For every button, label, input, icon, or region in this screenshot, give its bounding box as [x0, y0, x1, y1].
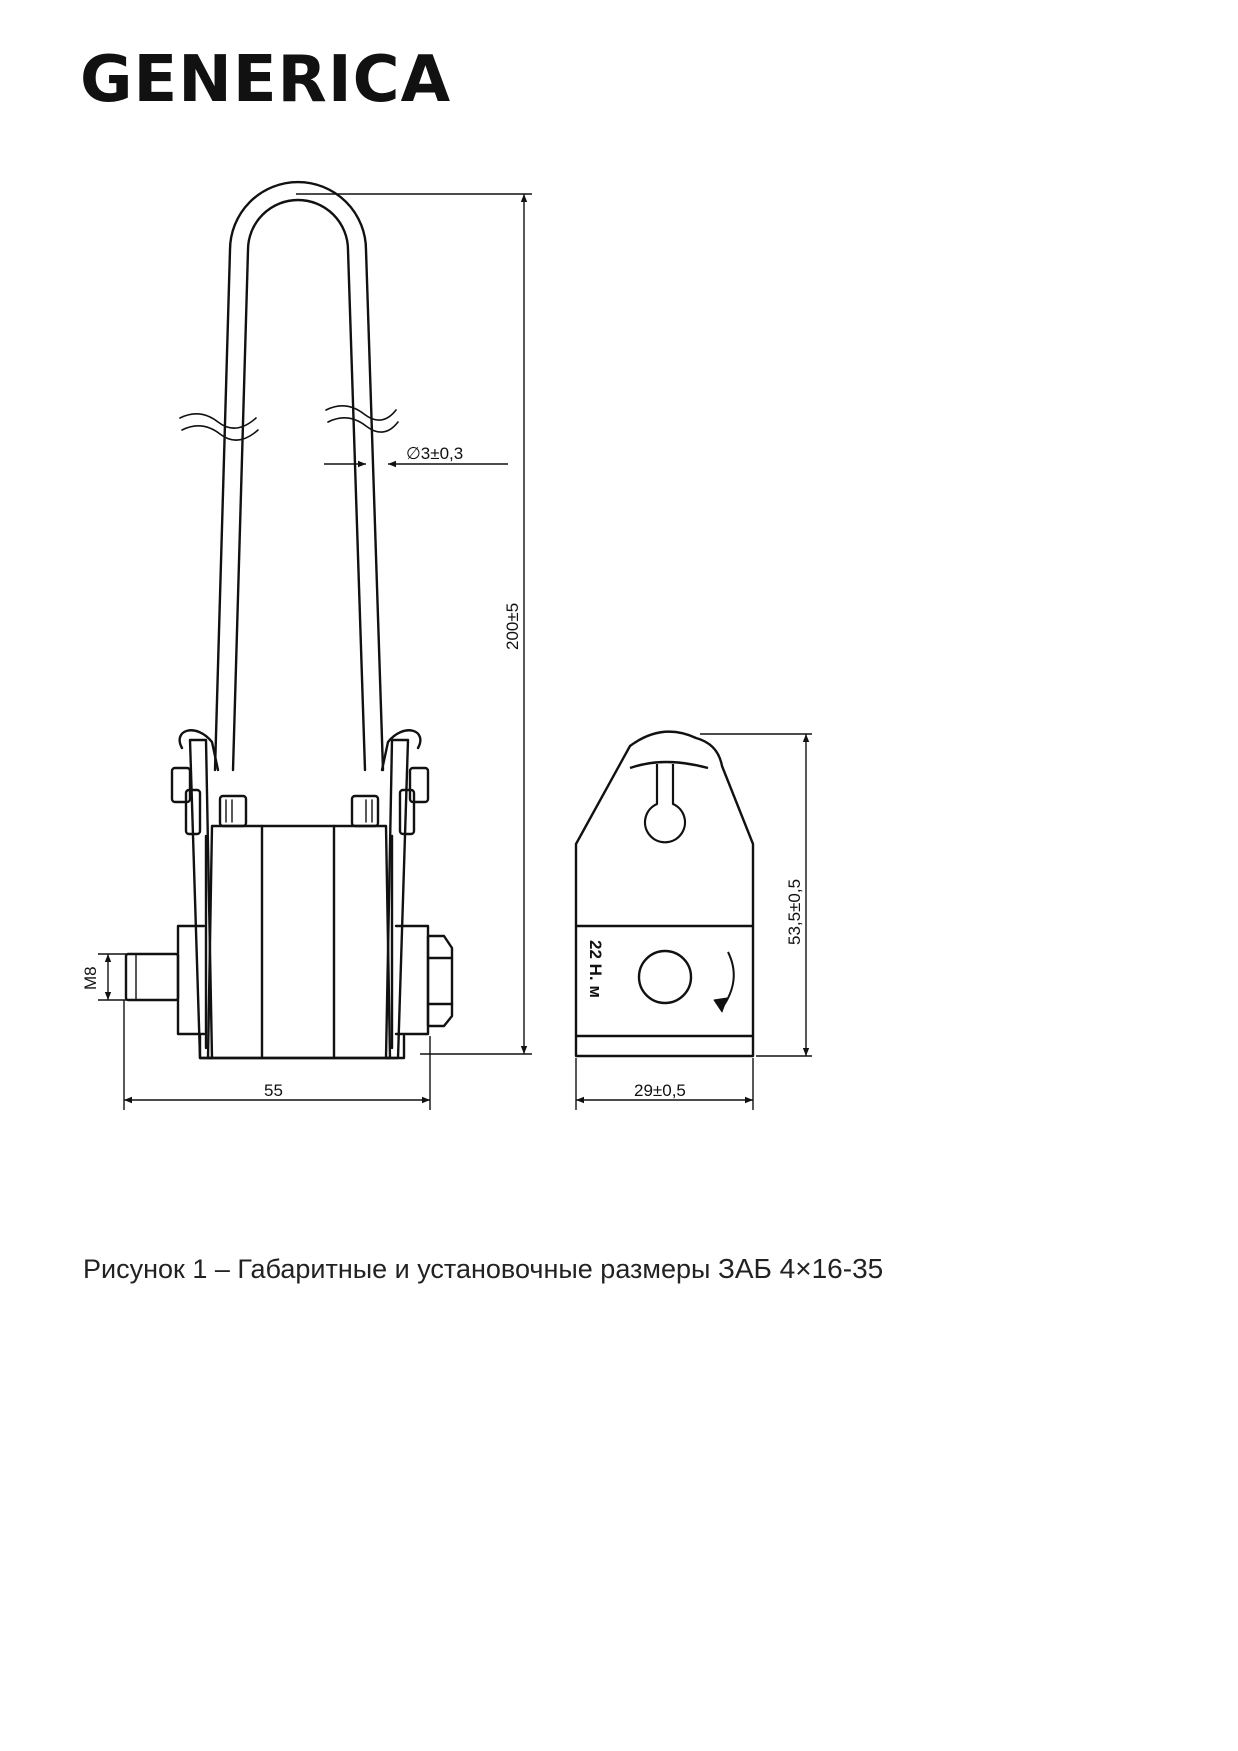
torque-label: 22 Н. м	[586, 940, 605, 998]
break-mark-right-2	[328, 418, 398, 432]
clamp-body	[208, 826, 390, 1058]
right-nut	[352, 796, 378, 826]
wire-diameter-label: ∅3±0,3	[406, 444, 464, 463]
left-tab	[172, 768, 190, 802]
width-label: 55	[264, 1081, 283, 1100]
wire-loop-outer	[215, 182, 383, 770]
side-dimensions	[576, 734, 812, 1110]
front-dimension-labels	[81, 444, 522, 1100]
caption-model: ЗАБ 4×16-35	[717, 1253, 884, 1284]
left-hook	[180, 730, 218, 770]
right-hook	[382, 730, 420, 770]
break-mark-right	[326, 406, 396, 420]
left-boss	[178, 926, 204, 1034]
height-label: 200±5	[503, 602, 522, 650]
right-tab	[410, 768, 428, 802]
front-dimensions	[98, 194, 532, 1110]
bolt-stud	[126, 954, 178, 1000]
side-top-cap	[630, 762, 708, 768]
thread-label: M8	[81, 966, 100, 990]
side-width-label: 29±0,5	[634, 1081, 686, 1100]
side-view	[576, 732, 753, 1056]
bolt-hole	[639, 951, 691, 1003]
brand-logo: GENERICA	[80, 43, 452, 117]
front-view	[126, 182, 452, 1058]
wire-loop-inner	[233, 200, 365, 770]
caption-text: Рисунок 1 – Габаритные и установочные размеры	[83, 1254, 711, 1284]
left-nut	[220, 796, 246, 826]
side-dimension-labels	[586, 879, 804, 1100]
hex-nut	[428, 936, 452, 1026]
side-outline	[576, 732, 753, 1056]
side-height-label: 53,5±0,5	[785, 878, 804, 945]
figure-caption	[83, 1253, 883, 1285]
break-mark-left-2	[182, 426, 258, 440]
keyhole-slot	[645, 764, 685, 842]
